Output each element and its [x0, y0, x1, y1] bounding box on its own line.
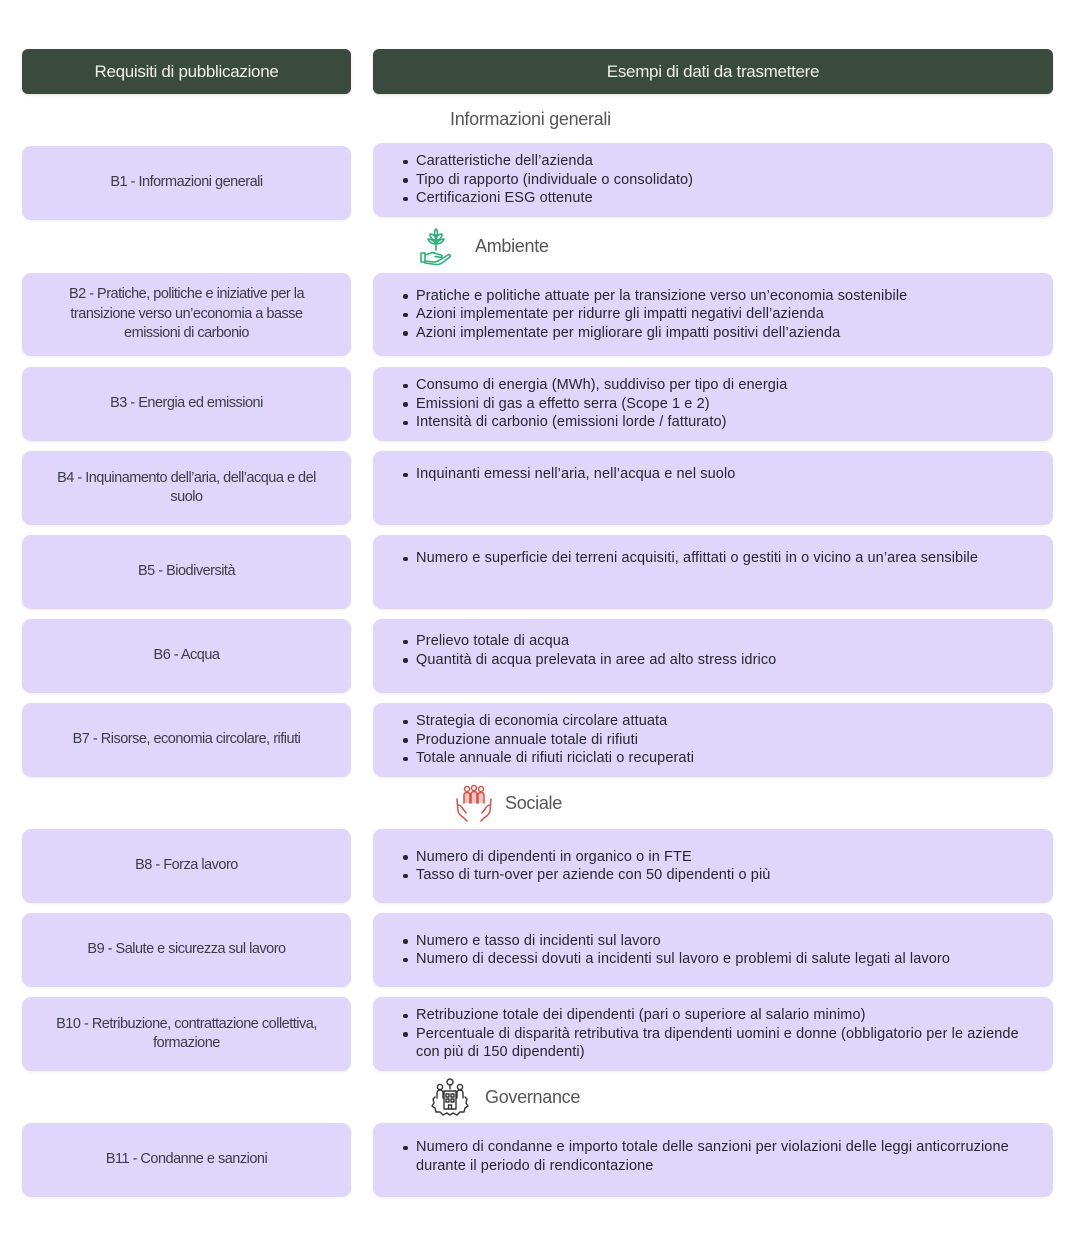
requirement-label: B7 - Risorse, economia circolare, rifiuti — [72, 731, 301, 748]
requirement-b6 — [22, 619, 351, 693]
requirement-b3 — [22, 367, 351, 441]
example-item: Retribuzione totale dei dipendenti (pari o superiore al salario minimo) — [403, 1006, 1035, 1025]
examples-b1 — [373, 143, 1053, 217]
people-hands-icon — [453, 783, 495, 823]
plant-hand-icon — [415, 226, 457, 266]
requirement-label: B6 - Acqua — [153, 647, 220, 664]
requirement-label: B10 - Retribuzione, contrattazione collettiva, formazione — [56, 1015, 317, 1051]
section-title-ambiente: Ambiente — [475, 235, 549, 256]
requirement-label: B11 - Condanne e sanzioni — [105, 1151, 268, 1168]
section-sociale — [373, 783, 1053, 823]
example-item: Pratiche e politiche attuate per la transizione verso un’economia sostenibile — [403, 287, 907, 306]
section-title-governance: Governance — [485, 1086, 581, 1107]
requirement-b11 — [22, 1123, 351, 1197]
examples-b11 — [373, 1123, 1053, 1197]
example-item: Emissioni di gas a effetto serra (Scope 1 e 2) — [403, 395, 787, 414]
examples-b3 — [373, 367, 1053, 441]
section-ambiente — [373, 226, 1053, 266]
example-item: Azioni implementate per ridurre gli impatti negativi dell’azienda — [403, 305, 907, 324]
section-general — [373, 99, 1053, 139]
section-title-sociale: Sociale — [505, 792, 562, 813]
example-item: Tipo di rapporto (individuale o consolidato) — [403, 171, 693, 190]
example-item: Quantità di acqua prelevata in aree ad alto stress idrico — [403, 651, 776, 670]
example-item: Caratteristiche dell’azienda — [403, 152, 693, 171]
example-item: Numero e tasso di incidenti sul lavoro — [403, 932, 950, 951]
section-title-general: Informazioni generali — [450, 108, 611, 129]
example-item: Inquinanti emessi nell’aria, nell’acqua e nel suolo — [403, 465, 735, 484]
example-item: Numero di condanne e importo totale delle sanzioni per violazioni delle leggi anticorruzione durante il periodo di rendicontazione — [403, 1138, 1033, 1175]
requirement-label: B9 - Salute e sicurezza sul lavoro — [87, 941, 286, 958]
requirement-label: B8 - Forza lavoro — [135, 857, 238, 874]
requirement-b1 — [22, 146, 351, 220]
column-header-examples: Esempi di dati da trasmettere — [373, 49, 1053, 94]
example-item: Tasso di turn-over per aziende con 50 dipendenti o più — [403, 866, 770, 885]
requirement-b5 — [22, 535, 351, 609]
examples-b6 — [373, 619, 1053, 693]
example-item: Strategia di economia circolare attuata — [403, 712, 694, 731]
example-item: Numero e superficie dei terreni acquisiti, affittati o gestiti in o vicino a un’area sensibile — [403, 549, 978, 568]
requirement-b4 — [22, 451, 351, 525]
examples-b8 — [373, 829, 1053, 903]
requirement-label: B4 - Inquinamento dell’aria, dell’acqua e del suolo — [57, 469, 316, 505]
example-item: Certificazioni ESG ottenute — [403, 189, 693, 208]
requirement-b2 — [22, 273, 351, 356]
requirement-b9 — [22, 913, 351, 987]
section-governance — [373, 1077, 1053, 1117]
governance-gear-icon — [429, 1077, 471, 1117]
examples-b4 — [373, 451, 1053, 525]
example-item: Totale annuale di rifiuti riciclati o recuperati — [403, 749, 694, 768]
example-item: Azioni implementate per migliorare gli impatti positivi dell’azienda — [403, 324, 907, 343]
example-item: Intensità di carbonio (emissioni lorde / fatturato) — [403, 413, 787, 432]
example-item: Consumo di energia (MWh), suddiviso per tipo di energia — [403, 376, 787, 395]
examples-b10 — [373, 997, 1053, 1071]
requirement-label: B3 - Energia ed emissioni — [110, 395, 263, 412]
requirement-label: B5 - Biodiversità — [137, 563, 236, 580]
column-header-requirements: Requisiti di pubblicazione — [22, 49, 351, 94]
examples-b5 — [373, 535, 1053, 609]
example-item: Numero di dipendenti in organico o in FTE — [403, 848, 770, 867]
requirement-label: B2 - Pratiche, politiche e iniziative per la transizione verso un’economia a basse emissioni di carbonio — [68, 286, 305, 342]
requirement-b10 — [22, 997, 351, 1071]
requirement-b8 — [22, 829, 351, 903]
example-item: Produzione annuale totale di rifiuti — [403, 731, 694, 750]
examples-b7 — [373, 703, 1053, 777]
examples-b9 — [373, 913, 1053, 987]
example-item: Numero di decessi dovuti a incidenti sul lavoro e problemi di salute legati al lavoro — [403, 950, 950, 969]
example-item: Prelievo totale di acqua — [403, 632, 776, 651]
examples-b2 — [373, 273, 1053, 356]
example-item: Percentuale di disparità retributiva tra dipendenti uomini e donne (obbligatorio per le aziende con più di 150 dipendenti) — [403, 1025, 1035, 1062]
requirement-b7 — [22, 703, 351, 777]
requirement-label: B1 - Informazioni generali — [110, 174, 263, 191]
